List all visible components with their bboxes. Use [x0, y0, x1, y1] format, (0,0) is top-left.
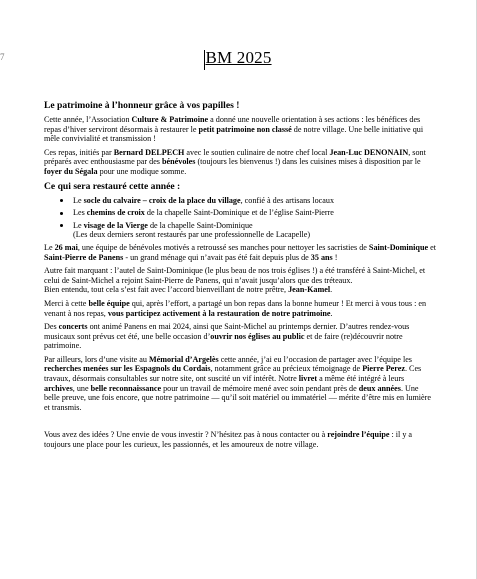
subheading-restauration: Ce qui sera restauré cette année :	[44, 180, 181, 192]
paragraph-contact: Vous avez des idées ? Une envie de vous investir ? N’hésitez pas à nous contacter ou à rejoindre l’équipe : il y a toujours une place pour les curieux, les passionnés, et les amoureux de notre village.	[44, 430, 413, 450]
document-title[interactable]: BM 2025	[205, 48, 272, 67]
list-item: Le visage de la Vierge de la chapelle Saint-Dominique (Les deux derniers seront restaurés par une professionnelle de Lacapelle)	[73, 221, 436, 240]
paragraph-memorial: Par ailleurs, lors d’une visite au Mémorial d’Argelès cette année, j’ai eu l’occasion de partager avec l’équipe les recherches menées sur les Espagnols du Cordais, notamment grâce au précieux témoignage de Pierre Perez. Ces travaux, désormais consultables sur notre site, ont suscité un vif intérêt. Notre livret a même été intégré à leurs archives, une belle reconnaissance pour un travail de mémoire mené avec soin pendant près de deux années. Une belle preuve, une fois encore, que notre patrimoine — qu’il soit matériel ou immatériel — mérite d’être mis en lumière et transmis.	[44, 354, 431, 412]
section-heading: Le patrimoine à l’honneur grâce à vos papilles !	[44, 100, 240, 111]
paragraph-repas: Ces repas, initiés par Bernard DELPECH avec le soutien culinaire de notre chef local Jean-Luc DENONAIN, sont préparés avec enthousiasme par des bénévoles (toujours les bienvenus !) dans les cuisines mises à disposition par le foyer du Ségala pour une modique somme.	[44, 147, 426, 176]
paragraph-association: Cette année, l’Association Culture & Patrimoine a donné une nouvelle orientation à ses actions : les bénéfices des repas d’hiver serviront désormais à restaurer le petit patrimoine non classé de notre village. Une belle initiative qui mêle convivialité et transmission !	[44, 115, 424, 144]
paragraph-concerts: Des concerts ont animé Panens en mai 2024, ainsi que Saint-Michel au printemps dernier. D’autres rendez-vous musicaux sont prévus cet été, une belle occasion d’ouvrir nos églises au public et de faire (re)découvrir notre patrimoine.	[44, 322, 410, 351]
document-body[interactable]	[44, 100, 436, 454]
paragraph-merci: Merci à cette belle équipe qui, après l’effort, a partagé un bon repas dans la bonne humeur ! Et merci à vous tous : en venant à nos repas, vous participez activement à la restauration de notre patrimoine.	[44, 298, 427, 318]
list-item: Les chemins de croix de la chapelle Saint-Dominique et de l’église Saint-Pierre	[73, 208, 436, 218]
paragraph-autel: Autre fait marquant : l’autel de Saint-Dominique (le plus beau de nos trois églises !) a été transféré à Saint-Michel, et celui de Saint-Michel a rejoint Saint-Pierre de Panens, qui n’avait jusqu’alors que des tréteaux. Bien entendu, tout cela s’est fait avec l’accord bienveillant de notre prêtre, Jean-Kamel.	[44, 266, 426, 295]
list-item: Le socle du calvaire – croix de la place du village, confié à des artisans locaux	[73, 196, 436, 206]
paragraph-26-mai: Le 26 mai, une équipe de bénévoles motivés a retroussé ses manches pour nettoyer les sacristies de Saint-Dominique et Saint-Pierre de Panens - un grand ménage qui n’avait pas été fait depuis plus de 35 ans !	[44, 242, 436, 262]
blank-line	[44, 416, 436, 430]
margin-mark: 7	[0, 52, 5, 62]
restoration-list	[44, 196, 436, 240]
